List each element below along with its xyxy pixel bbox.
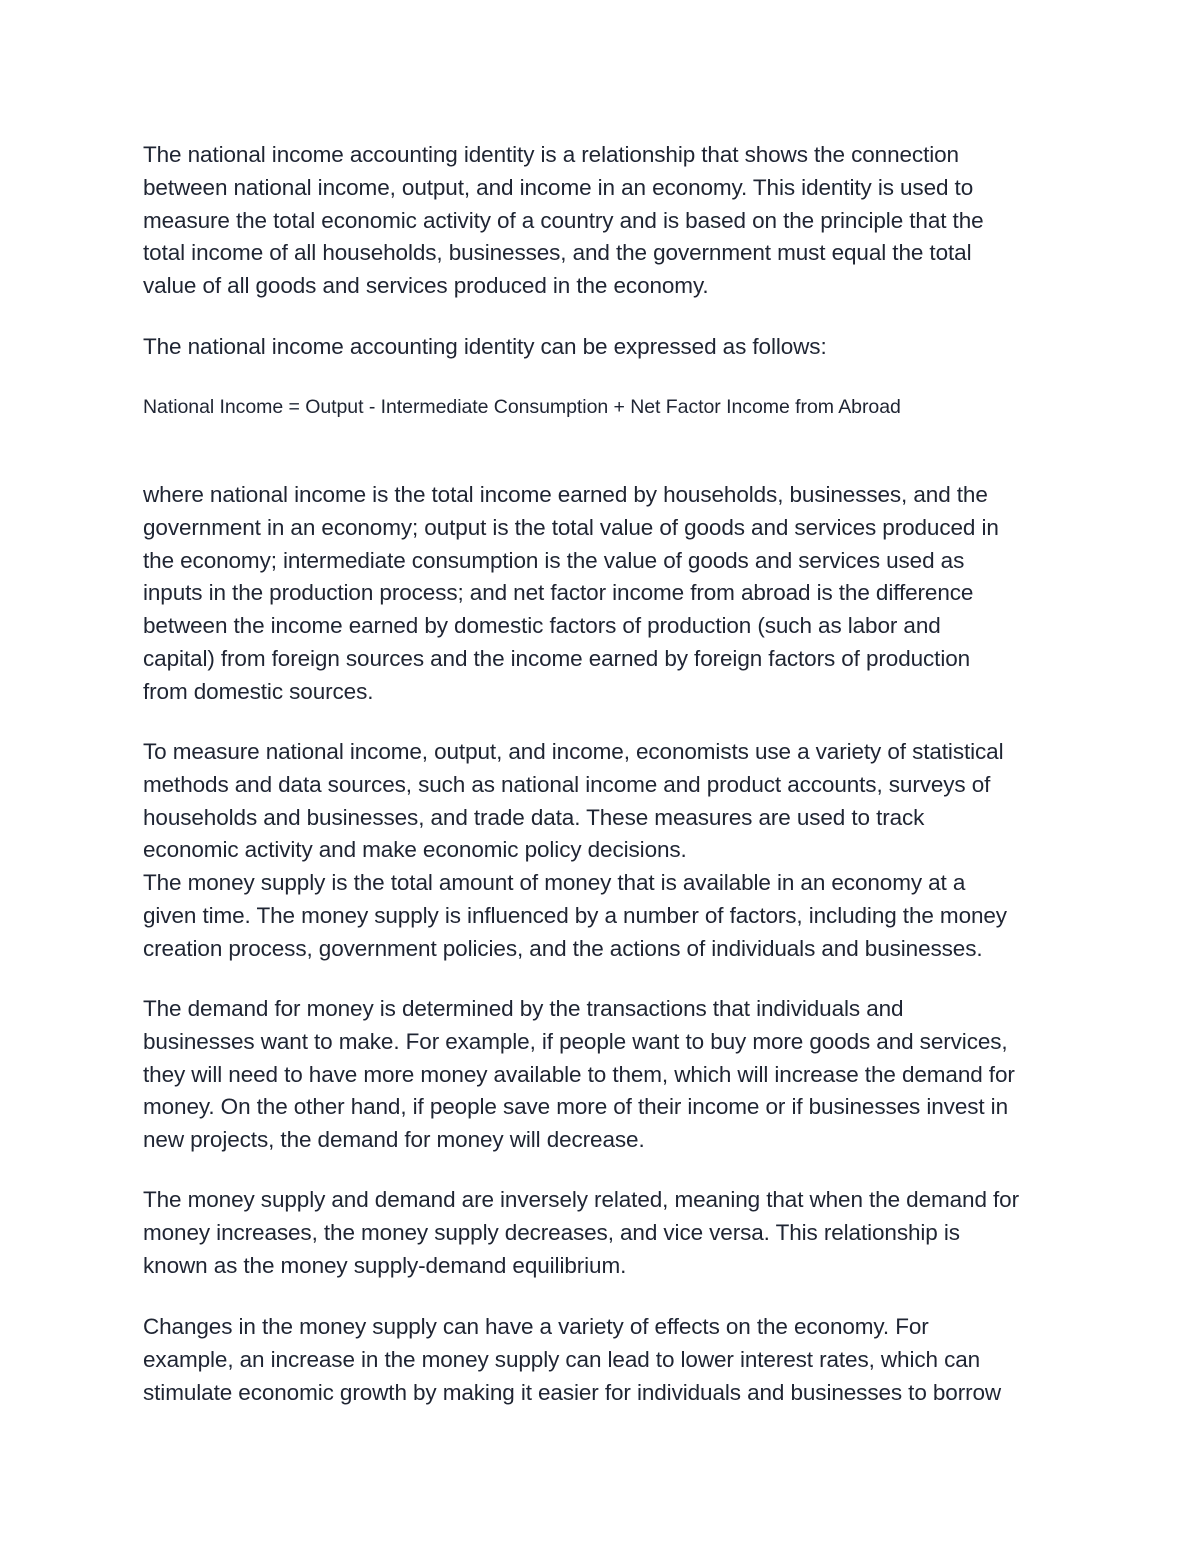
paragraph-measurement-and-money-supply (143, 736, 1083, 966)
text-line: creation process, government policies, and the actions of individuals and businesses. (143, 935, 983, 961)
text-line: new projects, the demand for money will decrease. (143, 1127, 645, 1153)
text-line: To measure national income, output, and income, economists use a variety of statistical (143, 739, 1004, 764)
text-line: The demand for money is determined by the transactions that individuals and (143, 996, 904, 1021)
text-line: the economy; intermediate consumption is the value of goods and services used as (143, 547, 965, 573)
text-line: between the income earned by domestic factors of production (such as labor and (143, 613, 941, 639)
text-line: methods and data sources, such as national income and product accounts, surveys of (143, 771, 991, 797)
text-line: The money supply is the total amount of money that is available in an economy at a (143, 870, 966, 896)
text-line: economic activity and make economic policy decisions. (143, 837, 687, 863)
text-line: The money supply and demand are inversely related, meaning that when the demand for (143, 1187, 1019, 1212)
text-line: total income of all households, businesses, and the government must equal the total (143, 240, 972, 266)
text-line: from domestic sources. (143, 678, 374, 704)
text-line: money increases, the money supply decreases, and vice versa. This relationship is (143, 1219, 960, 1245)
text-line: government in an economy; output is the total value of goods and services produced in (143, 514, 999, 540)
paragraph-equilibrium (143, 1184, 1083, 1282)
text-line: example, an increase in the money supply can lead to lower interest rates, which can (143, 1346, 981, 1372)
text-line: businesses want to make. For example, if people want to buy more goods and services, (143, 1028, 1008, 1054)
text-line: given time. The money supply is influenced by a number of factors, including the money (143, 902, 1007, 928)
paragraph-identity-intro (143, 139, 1083, 303)
text-line: The national income accounting identity can be expressed as follows: (143, 334, 827, 359)
text-line: where national income is the total income earned by households, businesses, and the (143, 482, 988, 507)
text-line: Changes in the money supply can have a variety of effects on the economy. For (143, 1314, 929, 1339)
text-line: The national income accounting identity is a relationship that shows the connection (143, 142, 959, 167)
text-line: known as the money supply-demand equilibrium. (143, 1252, 627, 1278)
formula-text: National Income = Output - Intermediate Consumption + Net Factor Income from Abroad (143, 396, 901, 418)
paragraph-expression-intro (143, 331, 1083, 364)
text-line: money. On the other hand, if people save more of their income or if businesses invest in (143, 1094, 1008, 1120)
text-line: stimulate economic growth by making it easier for individuals and businesses to borrow (143, 1379, 1002, 1405)
text-line: they will need to have more money available to them, which will increase the demand for (143, 1061, 1015, 1087)
paragraph-definitions (143, 479, 1083, 709)
text-line: inputs in the production process; and net factor income from abroad is the difference (143, 580, 974, 606)
paragraph-effects (143, 1311, 1083, 1409)
paragraph-money-demand (143, 993, 1083, 1157)
text-line: measure the total economic activity of a country and is based on the principle that the (143, 207, 984, 233)
text-line: households and businesses, and trade data. These measures are used to track (143, 804, 925, 830)
text-line: value of all goods and services produced in the economy. (143, 273, 709, 299)
text-line: between national income, output, and income in an economy. This identity is used to (143, 174, 974, 200)
formula-national-income (143, 394, 1103, 420)
text-line: capital) from foreign sources and the income earned by foreign factors of production (143, 645, 971, 671)
